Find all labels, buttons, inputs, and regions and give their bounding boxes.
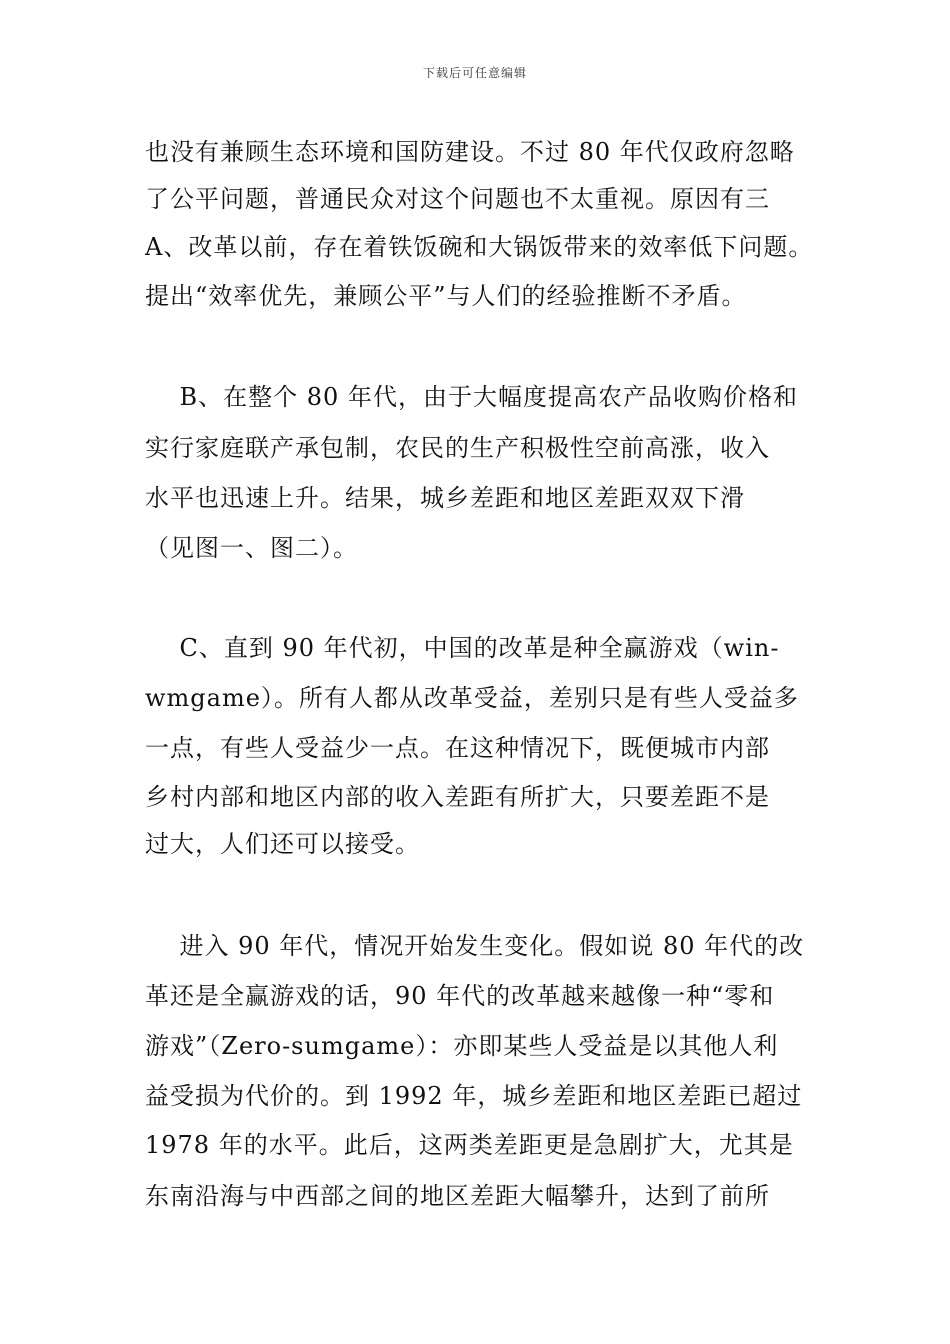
paragraph-2-line-4: （见图一、图二）。 xyxy=(145,534,358,562)
paragraph-4-line-3: 游戏”（Zero-sumgame）：亦即某些人受益是以其他人利 xyxy=(145,1032,779,1060)
paragraph-1-line-1: 也没有兼顾生态环境和国防建设。不过 80 年代仅政府忽略 xyxy=(145,138,795,166)
paragraph-3-line-4: 乡村内部和地区内部的收入差距有所扩大，只要差距不是 xyxy=(145,783,770,811)
paragraph-3-line-5: 过大，人们还可以接受。 xyxy=(145,830,420,858)
paragraph-4-line-6: 东南沿海与中西部之间的地区差距大幅攀升，达到了前所 xyxy=(145,1182,770,1210)
paragraph-2-line-2: 实行家庭联产承包制，农民的生产积极性空前高涨，收入 xyxy=(145,434,770,462)
paragraph-3-line-3: 一点，有些人受益少一点。在这种情况下，既便城市内部 xyxy=(145,734,770,762)
paragraph-2-line-1: B、在整个 80 年代，由于大幅度提高农产品收购价格和 xyxy=(145,383,798,411)
paragraph-4-line-1: 进入 90 年代，情况开始发生变化。假如说 80 年代的改 xyxy=(145,932,805,960)
paragraph-3-line-2: wmgame）。所有人都从改革受益，差别只是有些人受益多 xyxy=(145,684,799,712)
page-header: 下载后可任意编辑 xyxy=(422,66,527,80)
paragraph-4-line-4: 益受损为代价的。到 1992 年，城乡差距和地区差距已超过 xyxy=(145,1082,803,1110)
paragraph-1-line-4: 提出“效率优先，兼顾公平”与人们的经验推断不矛盾。 xyxy=(145,282,747,310)
paragraph-1-line-3: A、改革以前，存在着铁饭碗和大锅饭带来的效率低下问题。 xyxy=(145,233,814,261)
paragraph-4-line-5: 1978 年的水平。此后，这两类差距更是急剧扩大，尤其是 xyxy=(145,1131,794,1159)
paragraph-4-line-2: 革还是全赢游戏的话，90 年代的改革越来越像一种“零和 xyxy=(145,982,775,1010)
paragraph-2-line-3: 水平也迅速上升。结果，城乡差距和地区差距双双下滑 xyxy=(145,484,745,512)
paragraph-3-line-1: C、直到 90 年代初，中国的改革是种全赢游戏（win- xyxy=(145,634,780,662)
paragraph-1-line-2: 了公平问题，普通民众对这个问题也不太重视。原因有三 xyxy=(145,185,770,213)
